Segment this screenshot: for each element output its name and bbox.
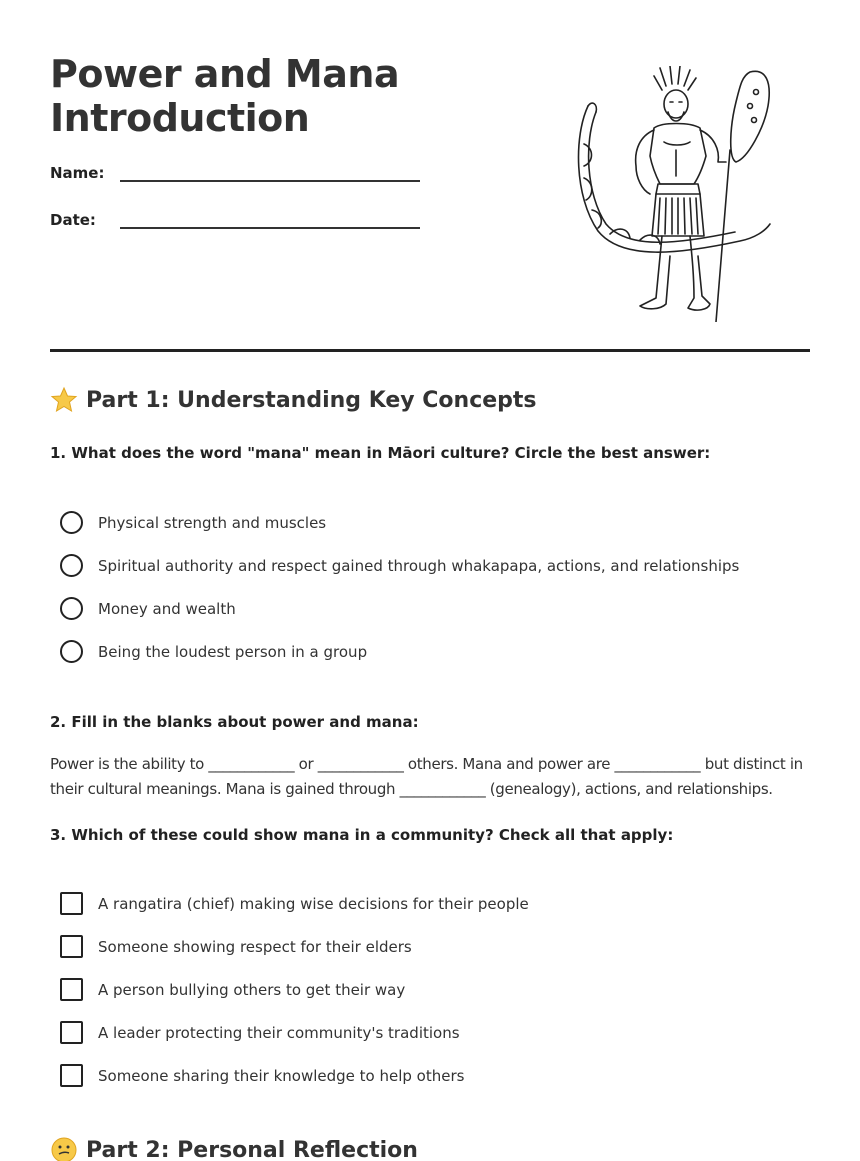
option-label: A person bullying others to get their way: [98, 980, 406, 999]
option-label: Someone sharing their knowledge to help others: [98, 1066, 465, 1085]
q1-option[interactable]: [60, 511, 326, 534]
radio-circle[interactable]: [60, 511, 83, 534]
header-divider: [50, 349, 810, 352]
radio-circle[interactable]: [60, 640, 83, 663]
q3-option[interactable]: [60, 1021, 460, 1044]
question-2: 2. Fill in the blanks about power and mana:: [50, 713, 419, 731]
part1-title: Part 1: Understanding Key Concepts: [86, 387, 537, 413]
title-line-2: Introduction: [50, 96, 310, 140]
option-label: A rangatira (chief) making wise decisions for their people: [98, 894, 529, 913]
page-title: [50, 52, 470, 140]
option-label: Someone showing respect for their elders: [98, 937, 412, 956]
name-input-line[interactable]: [120, 166, 420, 182]
checkbox[interactable]: [60, 1064, 83, 1087]
name-field[interactable]: [50, 164, 420, 182]
option-label: Money and wealth: [98, 599, 236, 618]
fill-in-blanks-text[interactable]: [50, 752, 810, 802]
part1-heading: [50, 386, 537, 414]
star-icon: [50, 386, 78, 414]
fill-in-line-1: Power is the ability to ____________ or ____________ others. Mana and power are ____________ but distinct in: [50, 755, 803, 773]
part2-title: Part 2: Personal Reflection: [86, 1137, 418, 1161]
fill-in-line-2: their cultural meanings. Mana is gained through ____________ (genealogy), actions, and relationships.: [50, 780, 773, 798]
title-line-1: Power and Mana: [50, 52, 400, 96]
checkbox[interactable]: [60, 935, 83, 958]
q1-option[interactable]: [60, 597, 236, 620]
q1-option[interactable]: [60, 554, 739, 577]
q3-option[interactable]: [60, 978, 405, 1001]
checkbox[interactable]: [60, 978, 83, 1001]
option-label: Spiritual authority and respect gained through whakapapa, actions, and relationships: [98, 556, 740, 575]
part2-heading: [50, 1136, 418, 1161]
worksheet-header: [50, 52, 810, 352]
radio-circle[interactable]: [60, 554, 83, 577]
date-label: Date:: [50, 211, 96, 229]
date-input-line[interactable]: [120, 213, 420, 229]
option-label: A leader protecting their community's traditions: [98, 1023, 460, 1042]
name-label: Name:: [50, 164, 105, 182]
q3-option[interactable]: [60, 1064, 464, 1087]
option-label: Being the loudest person in a group: [98, 642, 368, 661]
radio-circle[interactable]: [60, 597, 83, 620]
checkbox[interactable]: [60, 1021, 83, 1044]
thinking-face-icon: [50, 1136, 78, 1161]
option-label: Physical strength and muscles: [98, 513, 327, 532]
checkbox[interactable]: [60, 892, 83, 915]
maori-chief-waka-illustration: [570, 66, 790, 322]
q3-option[interactable]: [60, 892, 529, 915]
question-1: 1. What does the word "mana" mean in Māori culture? Circle the best answer:: [50, 444, 711, 462]
q1-option[interactable]: [60, 640, 367, 663]
date-field[interactable]: [50, 211, 420, 229]
question-3: 3. Which of these could show mana in a community? Check all that apply:: [50, 826, 674, 844]
q3-option[interactable]: [60, 935, 412, 958]
